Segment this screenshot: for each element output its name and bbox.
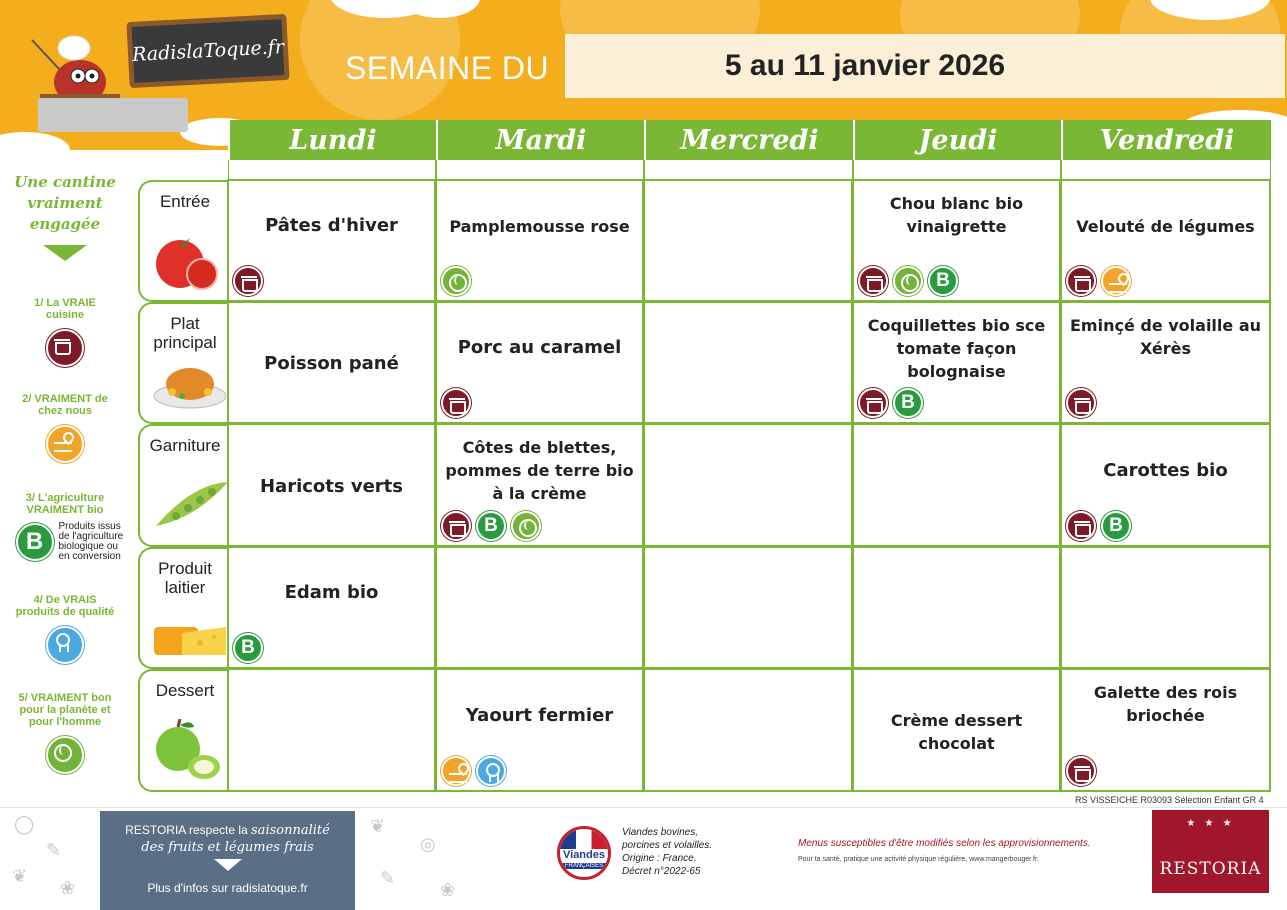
day-header-jeudi: Jeudi (853, 120, 1061, 160)
row-label-text: Garniture (149, 436, 221, 455)
menu-cell (643, 179, 853, 302)
badge-row (441, 756, 506, 786)
menu-item-text: Carottes bio (1103, 459, 1228, 481)
cooking-pot-icon (1066, 388, 1096, 418)
legend-label: 1/ La VRAIE cuisine (34, 297, 96, 321)
menu-cell (1060, 546, 1271, 669)
week-label: SEMAINE DU (345, 50, 550, 86)
cooking-pot-icon (233, 266, 263, 296)
badge-row (858, 266, 958, 296)
day-header-mercredi: Mercredi (644, 120, 853, 160)
day-header-lundi: Lundi (228, 120, 436, 160)
badge-row (1066, 266, 1131, 296)
planet-icon (441, 266, 471, 296)
row-label-0 (138, 180, 230, 302)
pepper-doodle-icon: ❦ (12, 866, 28, 887)
menu-cell (852, 546, 1061, 669)
health-notice: Pour ta santé, pratique une activité physique régulière, www.mangerbouger.fr. (798, 856, 1039, 863)
legend-icon-wrap (46, 425, 84, 463)
row-label-3 (138, 547, 230, 669)
menu-item-text: Yaourt fermier (465, 704, 614, 726)
french-flag-icon (560, 829, 608, 849)
local-produce-icon (441, 756, 471, 786)
legend-label: 2/ VRAIMENT de chez nous (22, 393, 108, 417)
day-header-mardi: Mardi (436, 120, 644, 160)
cooking-pot-icon (441, 388, 471, 418)
menu-cell (227, 301, 436, 424)
legend-item-3 (0, 492, 130, 562)
menu-cell (852, 301, 1061, 424)
badge-row (441, 511, 541, 541)
organic-bio-icon: B (476, 511, 506, 541)
local-produce-icon (1101, 266, 1131, 296)
stove-illustration (38, 98, 188, 132)
cooking-pot-icon (1066, 266, 1096, 296)
legend-icon-wrap (46, 329, 84, 367)
row-label-text: Dessert (155, 681, 215, 700)
menu-item-text: Velouté de légumes (1076, 216, 1255, 236)
apple-illustration (152, 719, 222, 787)
quality-medal-icon (46, 626, 84, 664)
menu-cell (643, 546, 853, 669)
promo-line1-emphasis: saisonnalité (251, 823, 330, 838)
brand-name: RESTORIA (1159, 859, 1262, 879)
bio-note: Produits issus de l'agriculture biologique ou en conversion (58, 521, 124, 562)
planet-icon (46, 736, 84, 774)
viandes-francaises-logo (557, 826, 611, 880)
menu-cell (227, 423, 436, 547)
menu-cell (435, 179, 644, 302)
badge-row (233, 633, 263, 663)
legend-icon-wrap (46, 736, 84, 774)
promo-link[interactable]: Plus d'infos sur radislatoque.fr (147, 881, 308, 895)
menu-cell (227, 179, 436, 302)
organic-bio-icon: B (233, 633, 263, 663)
vf-logo-name: Viandes (563, 849, 605, 861)
row-label-1 (138, 302, 230, 424)
menu-item-text: Côtes de blettes, pommes de terre bio à la crème (445, 438, 634, 503)
cooking-pot-icon (1066, 511, 1096, 541)
menu-item-text: Pâtes d'hiver (265, 215, 398, 236)
legend-item-5 (0, 692, 130, 774)
row-label-2 (138, 424, 230, 547)
menu-item-text: Crème dessert chocolat (890, 710, 1023, 753)
menu-change-notice: Menus susceptibles d'être modifiés selon les approvisionnements. (798, 838, 1091, 849)
day-subheader (853, 160, 1061, 180)
apple-doodle-icon: ❀ (440, 880, 456, 901)
roast-chicken-illustration (152, 352, 228, 416)
menu-cell (643, 668, 853, 792)
badge-row (1066, 388, 1096, 418)
day-subheader (1061, 160, 1271, 180)
promo-line2: des fruits et légumes frais (141, 840, 314, 855)
legend-item-4 (0, 594, 130, 664)
badge-row (233, 266, 263, 296)
reference-code: RS VISSEICHE R03093 Sélection Enfant GR 4 (1075, 795, 1264, 805)
menu-cell (227, 546, 436, 669)
menu-item-text: Eminçé de volaille au Xérès (1069, 315, 1262, 358)
menu-item-text: Poisson pané (264, 353, 399, 374)
carrot-doodle-icon: ✎ (46, 840, 62, 861)
quality-medal-icon (476, 756, 506, 786)
menu-cell (435, 546, 644, 669)
meat-origin-text: Viandes bovines, porcines et volailles. Origine : France. Décret n°2022-65 (622, 827, 713, 877)
row-label-text: Plat principal (153, 314, 217, 352)
row-label-text: Produit laitier (158, 559, 212, 597)
restoria-logo (1152, 810, 1269, 893)
date-range-box (565, 34, 1285, 98)
legend-item-2 (0, 393, 130, 463)
menu-cell (227, 668, 436, 792)
menu-cell (643, 301, 853, 424)
menu-cell (852, 179, 1061, 302)
cooking-pot-icon (858, 388, 888, 418)
promo-line1: RESTORIA respecte la (125, 823, 248, 837)
menu-item-text: Coquillettes bio sce tomate façon bolognaise (867, 315, 1046, 381)
apple-doodle-icon: ❀ (60, 878, 76, 899)
row-label-text: Entrée (159, 192, 211, 211)
legend-label: 3/ L'agriculture VRAIMENT bio (25, 492, 105, 516)
planet-icon (511, 511, 541, 541)
badge-row (1066, 756, 1096, 786)
legend-item-1 (0, 297, 130, 367)
legend-label: 4/ De VRAIS produits de qualité (15, 594, 115, 618)
legend-panel (0, 172, 130, 261)
radish-doodle-icon: ❦ (370, 816, 386, 837)
planet-icon (893, 266, 923, 296)
day-subheader (228, 160, 436, 180)
menu-item-text: Edam bio (284, 582, 379, 603)
pea-pod-illustration (152, 474, 232, 538)
organic-bio-icon: B (1101, 511, 1131, 541)
radislatoque-logo: RadislaToque.fr (126, 14, 289, 88)
date-range: 5 au 11 janvier 2026 (724, 49, 1006, 82)
badge-row (1066, 511, 1131, 541)
tagline: Une cantine vraiment engagée (14, 173, 116, 233)
badge-row (441, 266, 471, 296)
menu-cell (435, 668, 644, 792)
cooking-pot-icon (1066, 756, 1096, 786)
arrow-down-icon (214, 859, 242, 871)
menu-cell (1060, 179, 1271, 302)
day-subheader (644, 160, 853, 180)
legend-icon-wrap (16, 523, 54, 561)
cheese-illustration (152, 619, 228, 663)
promo-banner (100, 811, 355, 910)
legend-label: 5/ VRAIMENT bon pour la planète et pour l'homme (18, 692, 112, 728)
legend-icon-wrap (46, 626, 84, 664)
menu-item-text: Galette des rois briochée (1093, 683, 1238, 725)
local-produce-icon (46, 425, 84, 463)
menu-cell (435, 301, 644, 424)
menu-item-text: Porc au caramel (457, 337, 622, 358)
menu-cell (643, 423, 853, 547)
badge-row (858, 388, 923, 418)
menu-item-text: Pamplemousse rose (449, 216, 630, 236)
menu-cell (852, 423, 1061, 547)
footer-divider (0, 807, 1287, 808)
menu-cell (1060, 301, 1271, 424)
menu-item-text: Haricots verts (259, 475, 403, 497)
cooking-pot-icon (441, 511, 471, 541)
stars-icon: ★ ★ ★ (1186, 818, 1235, 829)
menu-cell (852, 668, 1061, 792)
menu-cell (1060, 668, 1271, 792)
cooking-pot-icon (858, 266, 888, 296)
organic-bio-icon: B (928, 266, 958, 296)
cooking-pot-icon (46, 329, 84, 367)
menu-cell (1060, 423, 1271, 547)
organic-bio-icon: B (893, 388, 923, 418)
row-label-4 (138, 669, 230, 792)
badge-row (441, 388, 471, 418)
menu-cell (435, 423, 644, 547)
carrot-doodle-icon: ✎ (380, 868, 396, 889)
arrow-down-icon (43, 245, 87, 261)
lemon-doodle-icon: ◯ (14, 814, 35, 835)
orange-doodle-icon: ◎ (420, 834, 436, 855)
day-subheader (436, 160, 644, 180)
vf-logo-sub: FRANÇAISES (560, 863, 608, 869)
organic-bio-icon: B (16, 523, 54, 561)
bio-note-row (10, 522, 130, 562)
tomato-illustration (152, 226, 222, 300)
menu-item-text: Chou blanc bio vinaigrette (889, 193, 1024, 236)
day-header-vendredi: Vendredi (1061, 120, 1271, 160)
